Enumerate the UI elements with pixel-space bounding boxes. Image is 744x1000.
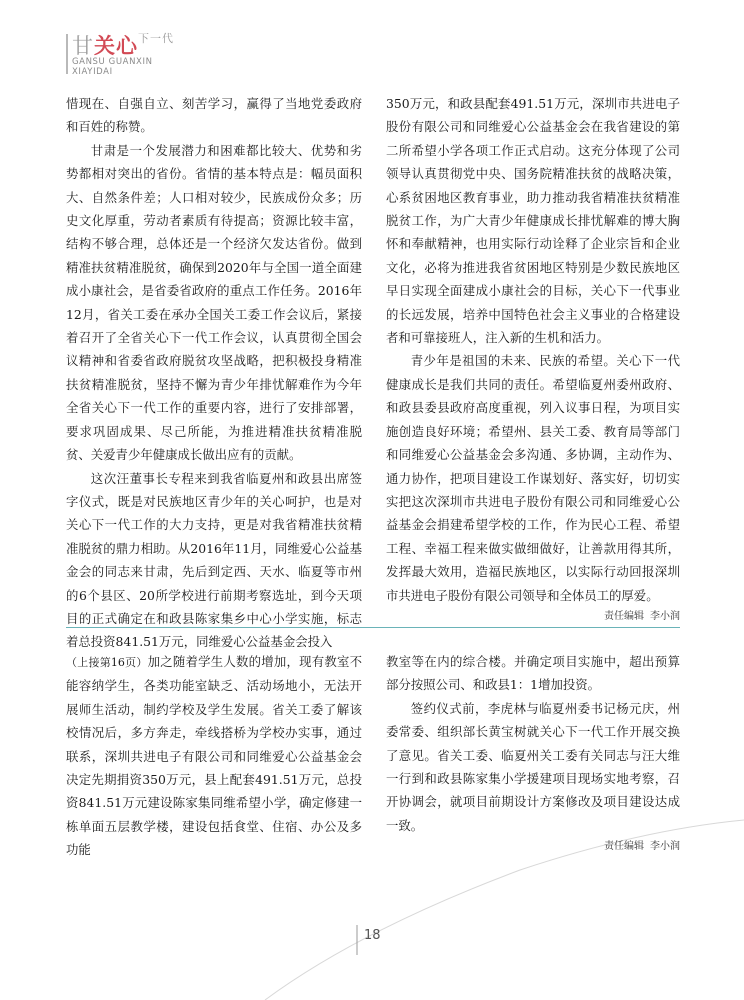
paragraph: 教室等在内的综合楼。并确定项目实施中，超出预算部分按照公司、和政县1：1增加投资。	[386, 654, 680, 693]
logo-subtitle: GANSU GUANXIN XIAYIDAI	[72, 57, 153, 77]
continued-note: （上接第16页）	[66, 656, 148, 669]
editor-credit: 责任编辑 李小润	[604, 610, 680, 622]
paragraph: 甘肃是一个发展潜力和困难都比较大、优势和劣势都相对突出的省份。省情的基本特点是：幅员面积大、自然条件差；人口相对较少，民族成份众多；历史文化厚重，劳动者素质有待提高；资源比较丰富，结构不够合理，总体还是一个经济欠发达省份。做到精准扶贫精准脱贫，确保到2020年与全国一道全面建成小康社会，是省委省政府的重点工作任务。2016年12月，省关工委在承办全国关工委工作会议后，紧接着召开了全省关心下一代工作会议，认真贯彻全国会议精神和省委省政府脱贫攻坚战略，把积极投身精准扶贫精准脱贫，坚持不懈为青少年排忧解难作为今年全省关心下一代工作的重要内容，进行了安排部署，要求巩固成果、尽己所能，为推进精准扶贫精准脱贫、关爱青少年健康成长做出应有的贡献。	[66, 142, 362, 463]
magazine-logo	[66, 30, 186, 78]
paragraph: 签约仪式前，李虎林与临夏州委书记杨元庆，州委常委、组织部长黄宝树就关心下一代工作开展交换了意见。省关工委、临夏州关工委有关同志与汪大维一行到和政县陈家集小学援建项目现场实地考察，召开协调会，就项目前期设计方案修改及项目建设达成一致。	[386, 700, 680, 833]
paragraph: 这次汪董事长专程来到我省临夏州和政县出席签字仪式，既是对民族地区青少年的关心呵护，也是对关心下一代工作的大力支持，更是对我省精准扶贫精准脱贫的鼎力相助。从2016年11月，同维爱心公益基金会的同志来甘肃，先后到定西、天水、临夏等市州的6个县区、20所学校进行前期考察选址，到今天项目的正式确定在和政县陈家集乡中心小学实施，标志着总投资841.51万元，同维爱心公益基金会投入	[66, 470, 362, 650]
paragraph: 惜现在、自强自立、刻苦学习，赢得了当地党委政府和百姓的称赞。	[66, 96, 362, 135]
section-divider	[66, 627, 680, 628]
bottom-right-column	[386, 650, 680, 855]
top-left-column	[66, 92, 362, 654]
paragraph: 350万元，和政县配套491.51万元，深圳市共进电子股份有限公司和同维爱心公益基金会在我省建设的第二所希望小学各项工作正式启动。这充分体现了公司领导认真贯彻党中央、国务院精准扶贫的战略决策，心系贫困地区教育事业，助力推动我省精准扶贫精准脱贫工作，为广大青少年健康成长排忧解难的博大胸怀和奉献精神，也用实际行动诠释了企业宗旨和企业文化，必将为推进我省贫困地区特别是少数民族地区早日实现全面建成小康社会的目标，关心下一代事业的长远发展，培养中国特色社会主义事业的合格建设者和可靠接班人，注入新的生机和活力。	[386, 96, 680, 346]
logo-bar	[66, 34, 68, 74]
top-right-column	[386, 92, 680, 625]
logo-title: 甘关心$^{下一代}$	[72, 32, 174, 58]
editor-credit: 责任编辑 李小润	[604, 841, 680, 853]
paragraph: 青少年是祖国的未来、民族的希望。关心下一代健康成长是我们共同的责任。希望临夏州委州政府、和政县委县政府高度重视，列入议事日程，为项目实施创造良好环境；希望州、县关工委、教育局等部门和同维爱心公益基金会多沟通、多协调，主动作为、通力协作，把项目建设工作谋划好、落实好，切切实实把这次深圳市共进电子股份有限公司和同维爱心公益基金会捐建希望学校的工作，作为民心工程、希望工程、幸福工程来做实做细做好，让善款用得其所，发挥最大效用，造福民族地区，以实际行动回报深圳市共进电子股份有限公司领导和全体员工的厚爱。	[386, 353, 680, 603]
bottom-left-column	[66, 650, 362, 862]
page-number: 18	[364, 928, 381, 943]
paragraph: （上接第16页）加之随着学生人数的增加，现有教室不能容纳学生，各类功能室缺乏、活动场地小，无法开展师生活动，制约学校及学生发展。省关工委了解该校情况后，多方奔走，牵线搭桥为学校办实事，通过联系，深圳共进电子有限公司和同维爱心公益基金会决定先期捐资350万元，县上配套491.51万元，总投资841.51万元建设陈家集同维希望小学，确定修建一栋单面五层教学楼，建设包括食堂、住宿、办公及多功能	[66, 654, 363, 858]
